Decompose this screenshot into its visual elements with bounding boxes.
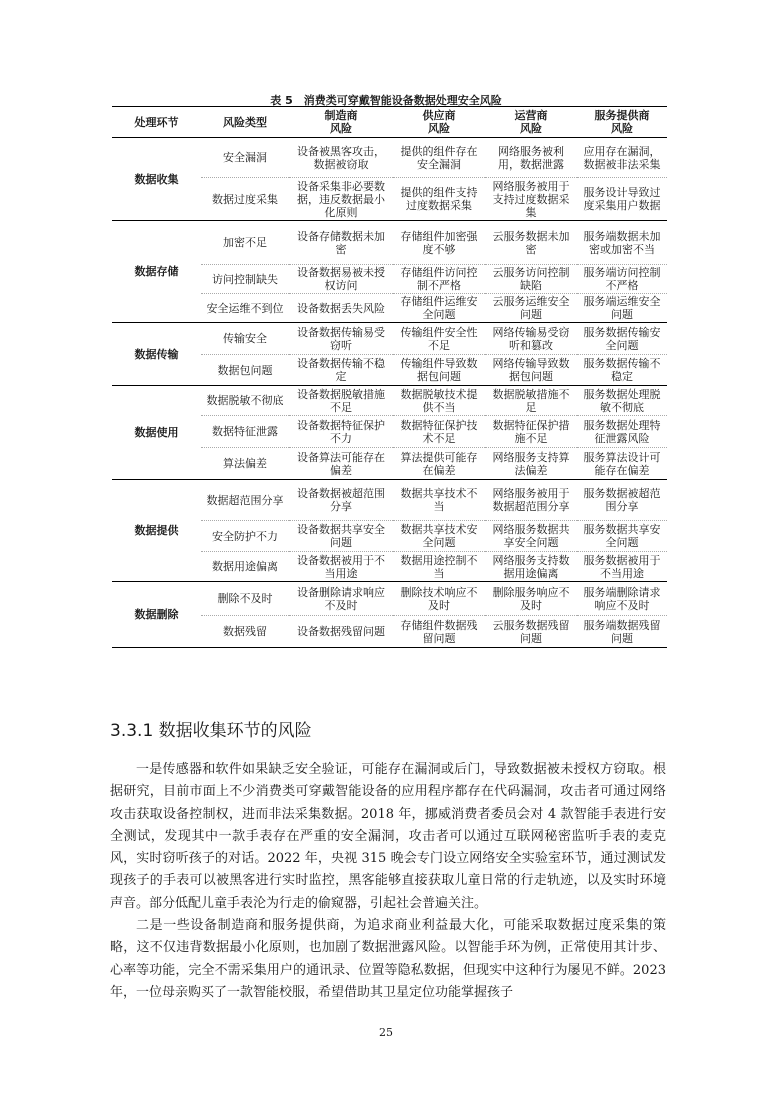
- risk-cell: 应用存在漏洞，数据被非法采集: [577, 138, 667, 178]
- stage-cell: 数据收集: [112, 138, 201, 221]
- risk-cell: 传输组件安全性不足: [393, 323, 485, 355]
- risk-type-cell: 数据过度采集: [201, 178, 289, 221]
- risk-cell: 数据脱敏措施不足: [485, 386, 577, 416]
- risk-cell: 云服务数据未加密: [485, 221, 577, 265]
- header-supplier: 供应商 风险: [393, 107, 485, 138]
- risk-cell: 设备数据脱敏措施不足: [289, 386, 393, 416]
- risk-cell: 传输组件导致数据包问题: [393, 355, 485, 386]
- risk-cell: 网络服务支持算法偏差: [485, 448, 577, 480]
- risk-type-cell: 数据残留: [201, 616, 289, 648]
- paragraph-2: 二是一些设备制造商和服务提供商，为追求商业利益最大化，可能采取数据过度采集的策略，这不仅违背数据最小化原则，也加剧了数据泄露风险。以智能手环为例，正常使用其计步、心率等功能，完全不需采集用户的通讯录、位置等隐私数据，但现实中这种行为屡见不鲜。2023 年，一位母亲购买了一款智能校服，希望借助其卫星定位功能掌握孩子: [110, 918, 666, 1000]
- risk-cell: 服务端访问控制不严格: [577, 265, 667, 294]
- risk-type-cell: 安全防护不力: [201, 521, 289, 552]
- risk-type-cell: 数据超范围分享: [201, 480, 289, 521]
- risk-cell: 云服务数据残留问题: [485, 616, 577, 648]
- table-row: [112, 323, 667, 355]
- risk-cell: 设备数据共享安全问题: [289, 521, 393, 552]
- risk-cell: 设备删除请求响应不及时: [289, 582, 393, 616]
- risk-cell: 服务数据传输安全问题: [577, 323, 667, 355]
- risk-cell: 设备算法可能存在偏差: [289, 448, 393, 480]
- risk-cell: 数据共享技术安全问题: [393, 521, 485, 552]
- risk-cell: 网络服务数据共享安全问题: [485, 521, 577, 552]
- risk-cell: 设备数据传输易受窃听: [289, 323, 393, 355]
- stage-cell: 数据存储: [112, 221, 201, 323]
- risk-cell: 服务端运维安全问题: [577, 294, 667, 323]
- risk-cell: 存储组件访问控制不严格: [393, 265, 485, 294]
- table-caption: 表 5 消费类可穿戴智能设备数据处理安全风险: [270, 94, 502, 107]
- page-number: 25: [379, 1026, 393, 1039]
- risk-type-cell: 安全漏洞: [201, 138, 289, 178]
- risk-cell: 设备被黑客攻击，数据被窃取: [289, 138, 393, 178]
- risk-cell: 网络传输导致数据包问题: [485, 355, 577, 386]
- risk-cell: 数据用途控制不当: [393, 552, 485, 582]
- risk-type-cell: 访问控制缺失: [201, 265, 289, 294]
- risk-type-cell: 数据包问题: [201, 355, 289, 386]
- table-row: [112, 582, 667, 616]
- risk-cell: 设备采集非必要数据，违反数据最小化原则: [289, 178, 393, 221]
- table-row: [112, 386, 667, 416]
- table-row: [112, 138, 667, 178]
- risk-cell: 网络服务被利用，数据泄露: [485, 138, 577, 178]
- risk-cell: 设备数据被用于不当用途: [289, 552, 393, 582]
- risk-cell: 删除技术响应不及时: [393, 582, 485, 616]
- risk-cell: 服务数据传输不稳定: [577, 355, 667, 386]
- risk-cell: 设备存储数据未加密: [289, 221, 393, 265]
- risk-cell: 服务数据处理脱敏不彻底: [577, 386, 667, 416]
- risk-type-cell: 传输安全: [201, 323, 289, 355]
- risk-cell: 存储组件加密强度不够: [393, 221, 485, 265]
- risk-cell: 服务数据处理特征泄露风险: [577, 416, 667, 448]
- risk-cell: 存储组件数据残留问题: [393, 616, 485, 648]
- risk-cell: 设备数据特征保护不力: [289, 416, 393, 448]
- risk-cell: 设备数据传输不稳定: [289, 355, 393, 386]
- risk-cell: 数据脱敏技术提供不当: [393, 386, 485, 416]
- table-row: [112, 221, 667, 265]
- risk-type-cell: 数据用途偏离: [201, 552, 289, 582]
- header-manufacturer: 制造商 风险: [289, 107, 393, 138]
- risk-cell: 服务数据共享安全问题: [577, 521, 667, 552]
- risk-cell: 服务端删除请求响应不及时: [577, 582, 667, 616]
- risk-cell: 云服务运维安全问题: [485, 294, 577, 323]
- risk-type-cell: 数据脱敏不彻底: [201, 386, 289, 416]
- risk-table: [112, 106, 667, 648]
- header-operator: 运营商 风险: [485, 107, 577, 138]
- risk-cell: 云服务访问控制缺陷: [485, 265, 577, 294]
- risk-type-cell: 算法偏差: [201, 448, 289, 480]
- risk-cell: 网络服务被用于数据超范围分享: [485, 480, 577, 521]
- risk-cell: 存储组件运维安全问题: [393, 294, 485, 323]
- risk-cell: 服务端数据残留问题: [577, 616, 667, 648]
- table-body: [112, 138, 667, 648]
- risk-cell: 服务设计导致过度采集用户数据: [577, 178, 667, 221]
- stage-cell: 数据删除: [112, 582, 201, 648]
- stage-cell: 数据提供: [112, 480, 201, 582]
- table-header-row: [112, 107, 667, 138]
- paragraph-1: 一是传感器和软件如果缺乏安全验证，可能存在漏洞或后门，导致数据被未授权方窃取。根据研究，目前市面上不少消费类可穿戴智能设备的应用程序都存在代码漏洞，攻击者可通过网络攻击获取设备控制权，进而非法采集数据。2018 年，挪威消费者委员会对 4 款智能手表进行安全测试，发现其中一款手表存在严重的安全漏洞，攻击者可以通过互联网秘密监听手表的麦克风，实时窃听孩子的对话。2022 年，央视 315 晚会专门设立网络安全实验室环节，通过测试发现孩子的手表可以被黑客进行实时监控，黑客能够直接获取儿童日常的行走轨迹，以及实时环境声音。部分低配儿童手表沦为行走的偷窥器，引起社会普遍关注。: [110, 762, 666, 911]
- risk-cell: 数据特征保护措施不足: [485, 416, 577, 448]
- risk-cell: 服务算法设计可能存在偏差: [577, 448, 667, 480]
- header-stage: 处理环节: [112, 107, 201, 138]
- stage-cell: 数据使用: [112, 386, 201, 480]
- risk-cell: 设备数据残留问题: [289, 616, 393, 648]
- risk-type-cell: 加密不足: [201, 221, 289, 265]
- risk-type-cell: 删除不及时: [201, 582, 289, 616]
- section-title: 3.3.1 数据收集环节的风险: [110, 721, 312, 741]
- header-risk-type: 风险类型: [201, 107, 289, 138]
- risk-cell: 提供的组件支持过度数据采集: [393, 178, 485, 221]
- risk-cell: 服务数据被超范围分享: [577, 480, 667, 521]
- stage-cell: 数据传输: [112, 323, 201, 386]
- risk-cell: 网络服务被用于支持过度数据采集: [485, 178, 577, 221]
- risk-cell: 网络传输易受窃听和篡改: [485, 323, 577, 355]
- table-row: [112, 480, 667, 521]
- risk-cell: 网络服务支持数据用途偏离: [485, 552, 577, 582]
- risk-cell: 服务端数据未加密或加密不当: [577, 221, 667, 265]
- risk-cell: 数据特征保护技术不足: [393, 416, 485, 448]
- risk-cell: 删除服务响应不及时: [485, 582, 577, 616]
- risk-cell: 提供的组件存在安全漏洞: [393, 138, 485, 178]
- risk-cell: 设备数据被超范围分享: [289, 480, 393, 521]
- risk-cell: 设备数据易被未授权访问: [289, 265, 393, 294]
- risk-cell: 设备数据丢失风险: [289, 294, 393, 323]
- risk-cell: 算法提供可能存在偏差: [393, 448, 485, 480]
- risk-cell: 数据共享技术不当: [393, 480, 485, 521]
- risk-cell: 服务数据被用于不当用途: [577, 552, 667, 582]
- risk-type-cell: 安全运维不到位: [201, 294, 289, 323]
- risk-type-cell: 数据特征泄露: [201, 416, 289, 448]
- header-service-provider: 服务提供商 风险: [577, 107, 667, 138]
